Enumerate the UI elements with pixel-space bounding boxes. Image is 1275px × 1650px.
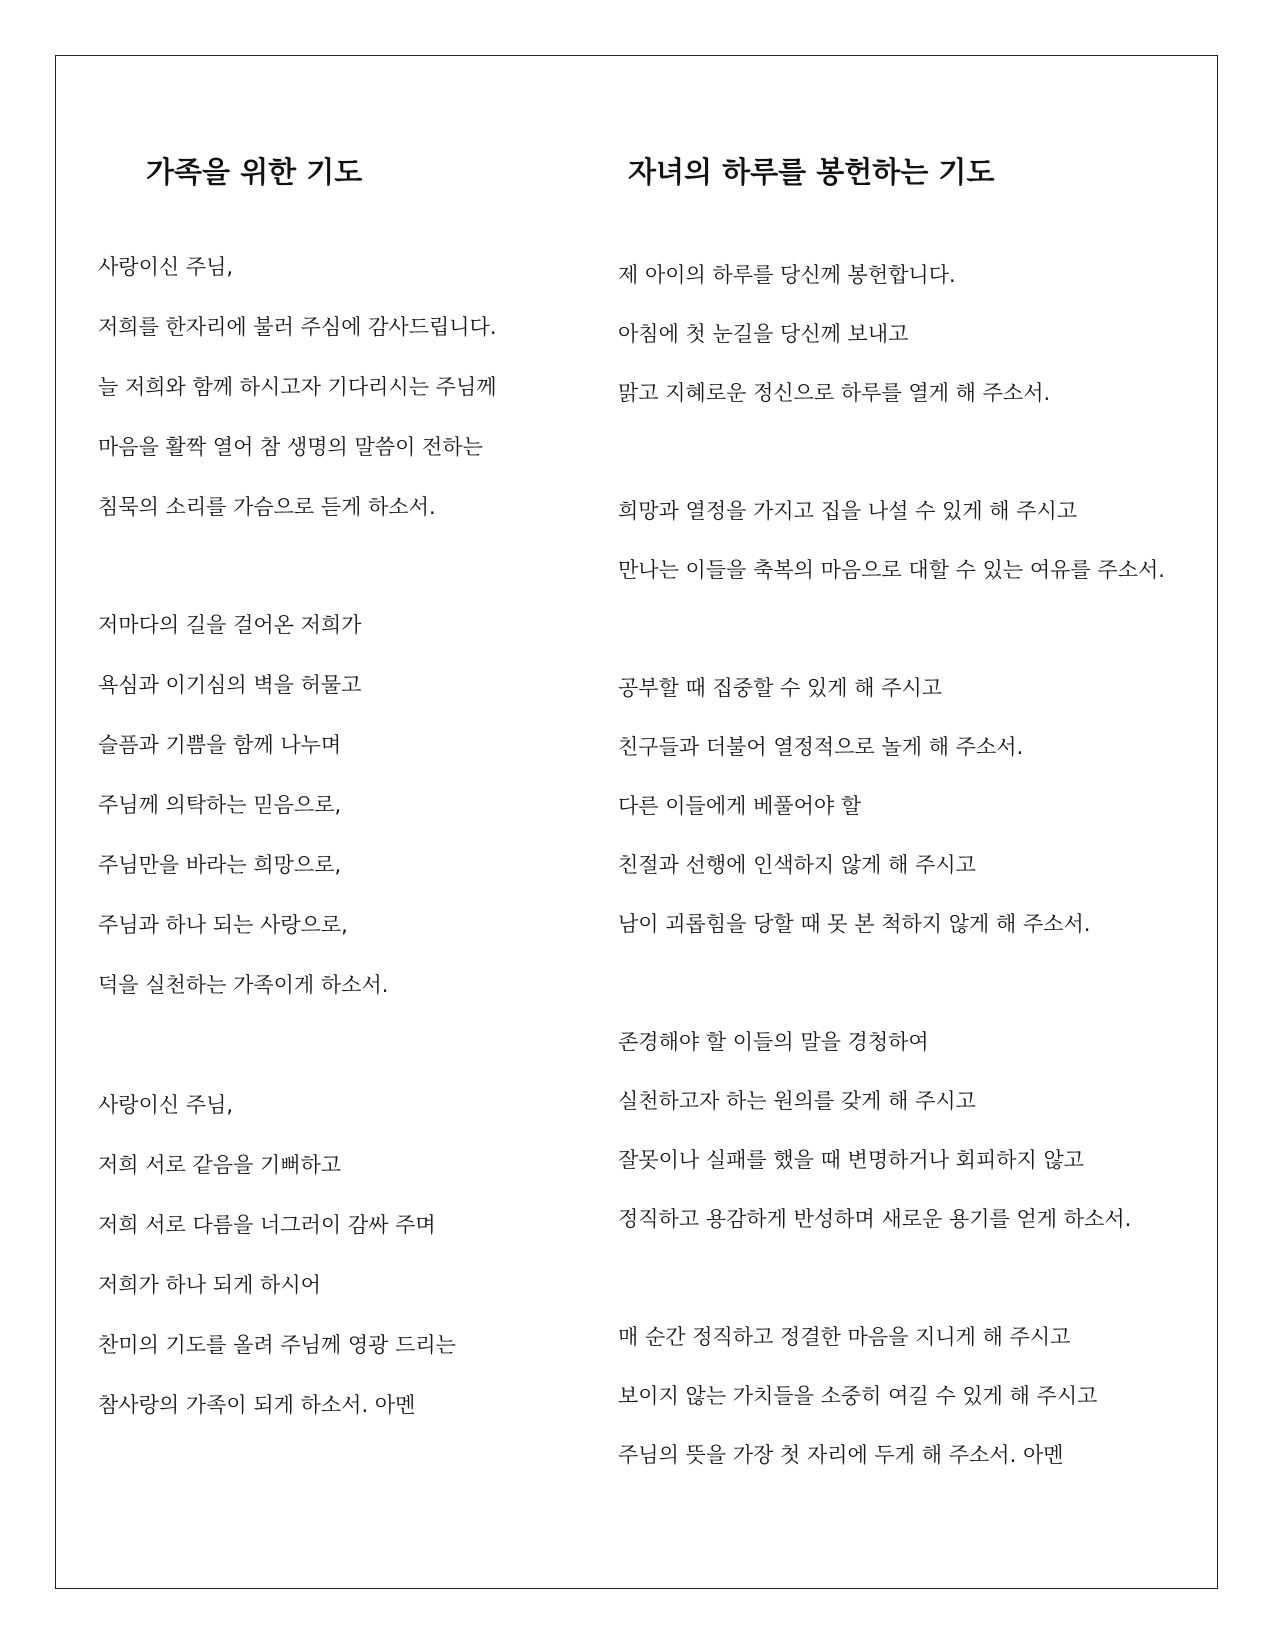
left-prayer-line: 늘 저희와 함께 하시고자 기다리시는 주님께 xyxy=(98,375,497,399)
left-prayer-line: 슬픔과 기쁨을 함께 나누며 xyxy=(98,733,342,757)
right-prayer-line: 제 아이의 하루를 당신께 봉헌합니다. xyxy=(618,263,956,287)
left-prayer-line: 사랑이신 주님, xyxy=(98,1093,234,1117)
left-prayer-line: 덕을 실천하는 가족이게 하소서. xyxy=(98,973,389,997)
right-prayer-line: 희망과 열정을 가지고 집을 나설 수 있게 해 주시고 xyxy=(618,499,1078,523)
right-prayer-line: 공부할 때 집중할 수 있게 해 주시고 xyxy=(618,676,943,700)
right-prayer-line: 친절과 선행에 인색하지 않게 해 주시고 xyxy=(618,853,976,877)
left-prayer-line: 침묵의 소리를 가슴으로 듣게 하소서. xyxy=(98,495,436,519)
left-prayer-line: 저마다의 길을 걸어온 저희가 xyxy=(98,613,362,637)
right-prayer-line: 주님의 뜻을 가장 첫 자리에 두게 해 주소서. 아멘 xyxy=(618,1443,1064,1467)
right-prayer-line: 보이지 않는 가치들을 소중히 여길 수 있게 해 주시고 xyxy=(618,1384,1098,1408)
right-prayer-line: 남이 괴롭힘을 당할 때 못 본 척하지 않게 해 주소서. xyxy=(618,912,1091,936)
right-prayer-line: 잘못이나 실패를 했을 때 변명하거나 회피하지 않고 xyxy=(618,1148,1085,1172)
left-prayer-line: 주님만을 바라는 희망으로, xyxy=(98,853,342,877)
right-prayer-line: 매 순간 정직하고 정결한 마음을 지니게 해 주시고 xyxy=(618,1325,1071,1349)
right-prayer-line: 아침에 첫 눈길을 당신께 보내고 xyxy=(618,322,909,346)
left-prayer-line: 저희 서로 다름을 너그러이 감싸 주며 xyxy=(98,1213,436,1237)
left-prayer-line: 참사랑의 가족이 되게 하소서. 아멘 xyxy=(98,1393,416,1417)
right-prayer-line: 친구들과 더불어 열정적으로 놀게 해 주소서. xyxy=(618,735,1024,759)
left-prayer-line: 저희가 하나 되게 하시어 xyxy=(98,1273,321,1297)
right-prayer-line: 정직하고 용감하게 반성하며 새로운 용기를 얻게 하소서. xyxy=(618,1207,1132,1231)
left-prayer-title: 가족을 위한 기도 xyxy=(146,155,363,189)
left-prayer-line: 주님과 하나 되는 사랑으로, xyxy=(98,913,348,937)
right-prayer-line: 만나는 이들을 축복의 마음으로 대할 수 있는 여유를 주소서. xyxy=(618,558,1165,582)
right-prayer-line: 맑고 지혜로운 정신으로 하루를 열게 해 주소서. xyxy=(618,381,1051,405)
left-prayer-line: 저희를 한자리에 불러 주심에 감사드립니다. xyxy=(98,315,497,339)
left-prayer-line: 저희 서로 같음을 기뻐하고 xyxy=(98,1153,342,1177)
right-prayer-title: 자녀의 하루를 봉헌하는 기도 xyxy=(628,155,995,189)
right-prayer-line: 다른 이들에게 베풀어야 할 xyxy=(618,794,862,818)
left-prayer-line: 주님께 의탁하는 믿음으로, xyxy=(98,793,342,817)
left-prayer-line: 욕심과 이기심의 벽을 허물고 xyxy=(98,673,362,697)
right-prayer-line: 실천하고자 하는 원의를 갖게 해 주시고 xyxy=(618,1089,976,1113)
left-prayer-line: 마음을 활짝 열어 참 생명의 말씀이 전하는 xyxy=(98,435,483,459)
left-prayer-line: 찬미의 기도를 올려 주님께 영광 드리는 xyxy=(98,1333,456,1357)
left-prayer-line: 사랑이신 주님, xyxy=(98,255,234,279)
right-prayer-line: 존경해야 할 이들의 말을 경청하여 xyxy=(618,1030,929,1054)
